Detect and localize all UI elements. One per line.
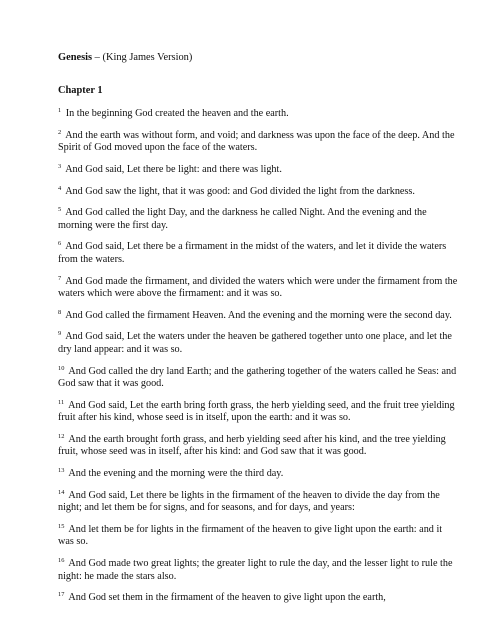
document-title: [58, 52, 458, 65]
verse-text: And God said, Let there be light: and there was light.: [65, 163, 282, 175]
verse-text: In the beginning God created the heaven and the earth.: [65, 108, 289, 120]
verse-text: And let them be for lights in the firmament of the heaven to give light upon the earth: and it was so.: [58, 523, 443, 548]
verse: [58, 434, 458, 459]
verse-text: And God said, Let the earth bring forth grass, the herb yielding seed, and the fruit tree yielding fruit after his kind, whose seed is in itself, upon the earth: and it was so.: [58, 399, 455, 424]
verse: [58, 592, 458, 605]
verse-number: 6: [58, 240, 62, 248]
verse: [58, 490, 458, 515]
verse: [58, 310, 458, 323]
verse: [58, 558, 458, 583]
verse-number: 16: [58, 557, 65, 565]
verse: [58, 524, 458, 549]
verse: [58, 468, 458, 481]
chapter-heading: Chapter 1: [58, 84, 103, 96]
verse-text: And God called the light Day, and the darkness he called Night. And the evening and the morning were the first day.: [58, 207, 427, 231]
book-name: Genesis: [58, 52, 93, 63]
verse-text: And the earth brought forth grass, and herb yielding seed after his kind, and the tree yielding fruit, whose seed was in itself, after his kind: and God saw that it was good.: [58, 433, 446, 458]
verse-text: And God said, Let there be lights in the firmament of the heaven to divide the day from the night; and let them be for signs, and for seasons, and for days, and years:: [58, 489, 440, 514]
verse-number: 17: [58, 591, 65, 599]
verse-number: 15: [58, 522, 65, 530]
verse-text: And God made two great lights; the greater light to rule the day, and the lesser light to rule the night: he made the stars also.: [58, 558, 453, 582]
verse-number: 2: [58, 128, 62, 136]
verse-text: And God called the dry land Earth; and the gathering together of the waters called he Seas: and God saw that it was good.: [58, 365, 457, 390]
verse: [58, 366, 458, 391]
verse-number: 9: [58, 330, 62, 338]
verse-number: 1: [58, 107, 62, 115]
verse-number: 4: [58, 184, 62, 192]
verse-text: And God made the firmament, and divided the waters which were under the firmament from the waters which were above the firmament: and it was so.: [58, 275, 458, 300]
verse-text: And God called the firmament Heaven. And the evening and the morning were the second day.: [65, 309, 452, 321]
verse: [58, 186, 458, 199]
verse-text: And the evening and the morning were the third day.: [68, 468, 284, 480]
verse-number: 11: [58, 398, 65, 406]
verse-text: And God set them in the firmament of the heaven to give light upon the earth,: [68, 592, 386, 604]
verse: [58, 108, 458, 121]
verse-text: And God saw the light, that it was good: and God divided the light from the darkness.: [65, 185, 415, 197]
verse-number: 14: [58, 488, 65, 496]
version-name: (King James Version): [102, 52, 193, 63]
verse-number: 13: [58, 467, 65, 475]
verse-number: 5: [58, 206, 62, 214]
verse-text: And God said, Let the waters under the heaven be gathered together unto one place, and let the dry land appear: and it was so.: [58, 331, 452, 355]
verse: [58, 276, 458, 301]
title-separator: –: [94, 52, 100, 63]
verse-number: 7: [58, 274, 62, 282]
verse: [58, 164, 458, 177]
verse: [58, 130, 458, 155]
verse: [58, 241, 458, 266]
verse-number: 12: [58, 432, 65, 440]
verse: [58, 331, 458, 356]
document-page: [58, 52, 458, 614]
verse: [58, 400, 458, 425]
verse-number: 10: [58, 364, 65, 372]
verse: [58, 207, 458, 232]
verse-number: 8: [58, 308, 62, 316]
verse-text: And God said, Let there be a firmament in the midst of the waters, and let it divide the waters from the waters.: [58, 241, 447, 265]
verse-number: 3: [58, 162, 62, 170]
verse-text: And the earth was without form, and void; and darkness was upon the face of the deep. And the Spirit of God moved upon the face of the waters.: [58, 129, 455, 154]
